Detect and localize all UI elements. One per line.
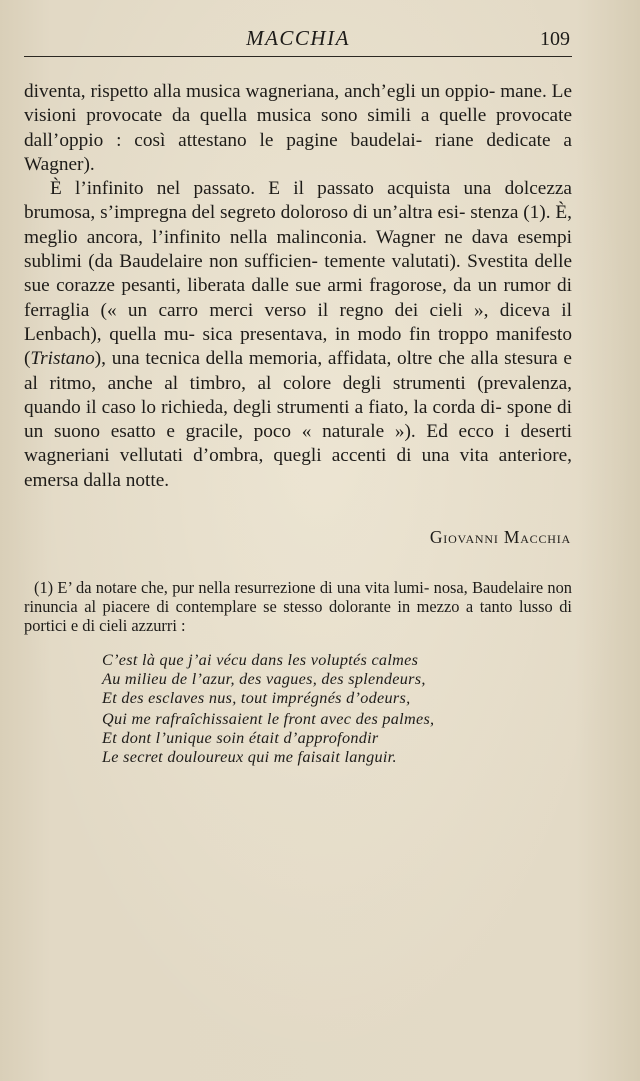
running-title: MACCHIA <box>246 26 350 50</box>
text-line: deserti wagneriani vellutati d’ombra, quegli accenti di una vita <box>24 421 572 467</box>
text-line: sica presentava, in modo fin troppo manifesto ( <box>24 323 572 370</box>
text-line: mane. Le visioni provocate da quella musica sono simili a <box>24 81 573 127</box>
author-signature: Giovanni Macchia <box>429 527 571 547</box>
poem-line: Le secret douloureux qui me faisait languir. <box>102 748 397 767</box>
text-line: Wagner ne dava esempi sublimi (da Baudelaire non sufficien- <box>24 226 572 273</box>
text-line: ), una <box>94 348 140 370</box>
text-line: brumosa, s’impregna del segreto doloroso di un’altra esi- <box>24 202 466 224</box>
poem-line: Et dont l’unique soin était d’approfondir <box>102 729 379 748</box>
poem-line: C’est là que j’ai vécu dans les voluptés calmes <box>102 651 419 669</box>
poem-line: Au milieu de l’azur, des vagues, des splendeurs, <box>102 670 426 689</box>
text-line: spone di un suono esatto e gracile, poco « naturale »). Ed ecco i <box>24 396 572 443</box>
text-line: stenza (1). È, meglio ancora, l’infinito nella malinconia. <box>24 202 572 248</box>
footnote-text <box>24 578 572 635</box>
main-text <box>24 80 572 493</box>
poem-stanza-1 <box>102 651 426 709</box>
footnote-line: dolorante in mezzo a tanto lusso di portici e di cieli azzurri : <box>24 597 572 635</box>
text-line: dalle sue armi fragorose, da un rumor di ferraglia (« un carro <box>24 275 572 321</box>
running-head <box>24 26 572 57</box>
paragraph-2 <box>24 177 572 493</box>
text-line: diventa, rispetto alla musica wagneriana, anch’egli un oppio- <box>24 81 496 102</box>
text-line: È l’infinito nel passato. E il passato acquista una dolcezza <box>50 178 572 200</box>
text-line: quando il caso lo richieda, degli strumenti a fiato, la corda di- <box>24 396 502 418</box>
text-line: tecnica della memoria, affidata, oltre che alla stesura e al <box>24 348 572 394</box>
paragraph-1 <box>24 80 572 177</box>
text-line: quelle provocate dall’oppio : così attestano le pagine baudelai- <box>24 105 573 151</box>
poem-stanza-2 <box>102 710 434 768</box>
text-line: riane dedicate a Wagner). <box>24 129 572 175</box>
footnote <box>24 578 572 635</box>
page-number: 109 <box>540 28 570 50</box>
footnote-line: nosa, Baudelaire non rinuncia al piacere di contemplare se stesso <box>24 578 572 616</box>
italic-title: Tristano <box>30 348 95 370</box>
text-line: temente valutati). Svestita delle sue corazze pesanti, liberata <box>24 251 572 297</box>
poem-line: Qui me rafraîchissaient le front avec des palmes, <box>102 710 435 728</box>
text-line: ritmo, anche al timbro, al colore degli strumenti (prevalenza, <box>49 372 572 394</box>
footnote-line: (1) E’ da notare che, pur nella resurrezione di una vita lumi- <box>34 578 430 597</box>
text-line: anteriore, emersa dalla notte. <box>24 445 573 491</box>
text-line: merci verso il regno dei cieli », diceva il Lenbach), quella mu- <box>24 299 572 345</box>
poem-line: Et des esclaves nus, tout imprégnés d’odeurs, <box>102 689 411 708</box>
